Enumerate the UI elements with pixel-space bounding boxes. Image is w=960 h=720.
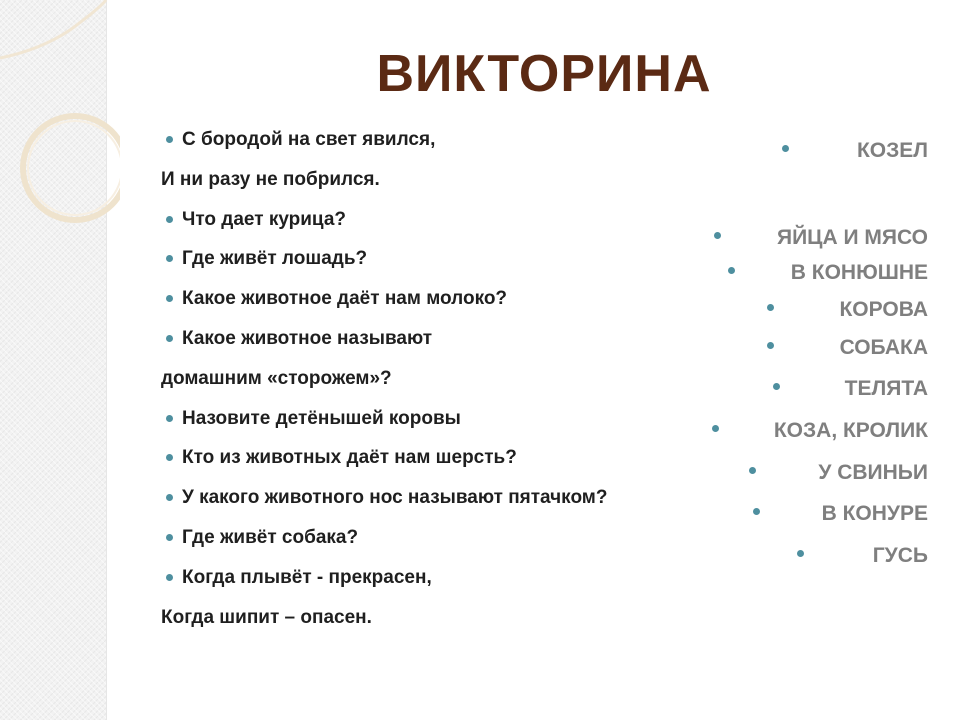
bullet-icon <box>166 454 173 461</box>
question-text: домашним «сторожем»? <box>161 367 392 389</box>
bullet-icon <box>166 534 173 541</box>
bullet-icon <box>714 232 721 239</box>
bullet-icon <box>782 145 789 152</box>
answer-item: У СВИНЬИ <box>818 461 928 484</box>
answer-item: В КОНЮШНЕ <box>790 261 928 284</box>
question-text: Что дает курица? <box>182 208 347 230</box>
answer-item: ГУСЬ <box>872 544 928 567</box>
question-item <box>161 285 761 325</box>
answer-item: КОРОВА <box>839 298 928 321</box>
answer-item: СОБАКА <box>839 336 928 359</box>
question-text: И ни разу не побрился. <box>161 168 380 190</box>
bullet-icon <box>773 383 780 390</box>
question-text: Где живёт собака? <box>182 526 359 548</box>
question-item <box>161 444 761 484</box>
question-item <box>161 166 761 206</box>
answer-item: ЯЙЦА И МЯСО <box>776 226 928 249</box>
bullet-icon <box>166 415 173 422</box>
question-item <box>161 524 761 564</box>
bullet-icon <box>166 216 173 223</box>
question-item <box>161 484 761 524</box>
answer-item: КОЗЕЛ <box>856 139 928 162</box>
slide-title: ВИКТОРИНА <box>376 45 712 103</box>
question-item <box>161 206 761 246</box>
answer-item: В КОНУРЕ <box>821 502 928 525</box>
question-text: Назовите детёнышей коровы <box>182 407 461 429</box>
question-item <box>161 564 761 604</box>
answer-item: КОЗА, КРОЛИК <box>773 419 928 442</box>
question-text: Кто из животных даёт нам шерсть? <box>182 447 517 469</box>
bullet-icon <box>767 342 774 349</box>
question-text: Когда шипит – опасен. <box>161 606 372 628</box>
answer-item: ТЕЛЯТА <box>844 377 928 400</box>
question-text: Когда плывёт - прекрасен, <box>182 566 432 588</box>
question-item <box>161 325 761 365</box>
bullet-icon <box>728 267 735 274</box>
question-text: У какого животного нос называют пятачком? <box>182 487 608 509</box>
question-item <box>161 365 761 405</box>
question-item <box>161 405 761 445</box>
bullet-icon <box>797 550 804 557</box>
bullet-icon <box>767 304 774 311</box>
bullet-icon <box>749 467 756 474</box>
bullet-icon <box>166 574 173 581</box>
decorative-rings <box>0 0 120 240</box>
bullet-icon <box>166 295 173 302</box>
bullet-icon <box>166 255 173 262</box>
question-item <box>161 126 761 166</box>
question-text: С бородой на свет явился, <box>182 129 436 150</box>
question-text: Где живёт лошадь? <box>182 248 368 270</box>
bullet-icon <box>753 508 760 515</box>
bullet-icon <box>712 425 719 432</box>
question-text: Какое животное называют <box>182 327 433 349</box>
bullet-icon <box>166 136 173 143</box>
bullet-icon <box>166 494 173 501</box>
bullet-icon <box>166 335 173 342</box>
question-item <box>161 604 761 644</box>
question-item <box>161 245 761 285</box>
question-text: Какое животное даёт нам молоко? <box>182 288 508 310</box>
question-list <box>161 126 761 643</box>
